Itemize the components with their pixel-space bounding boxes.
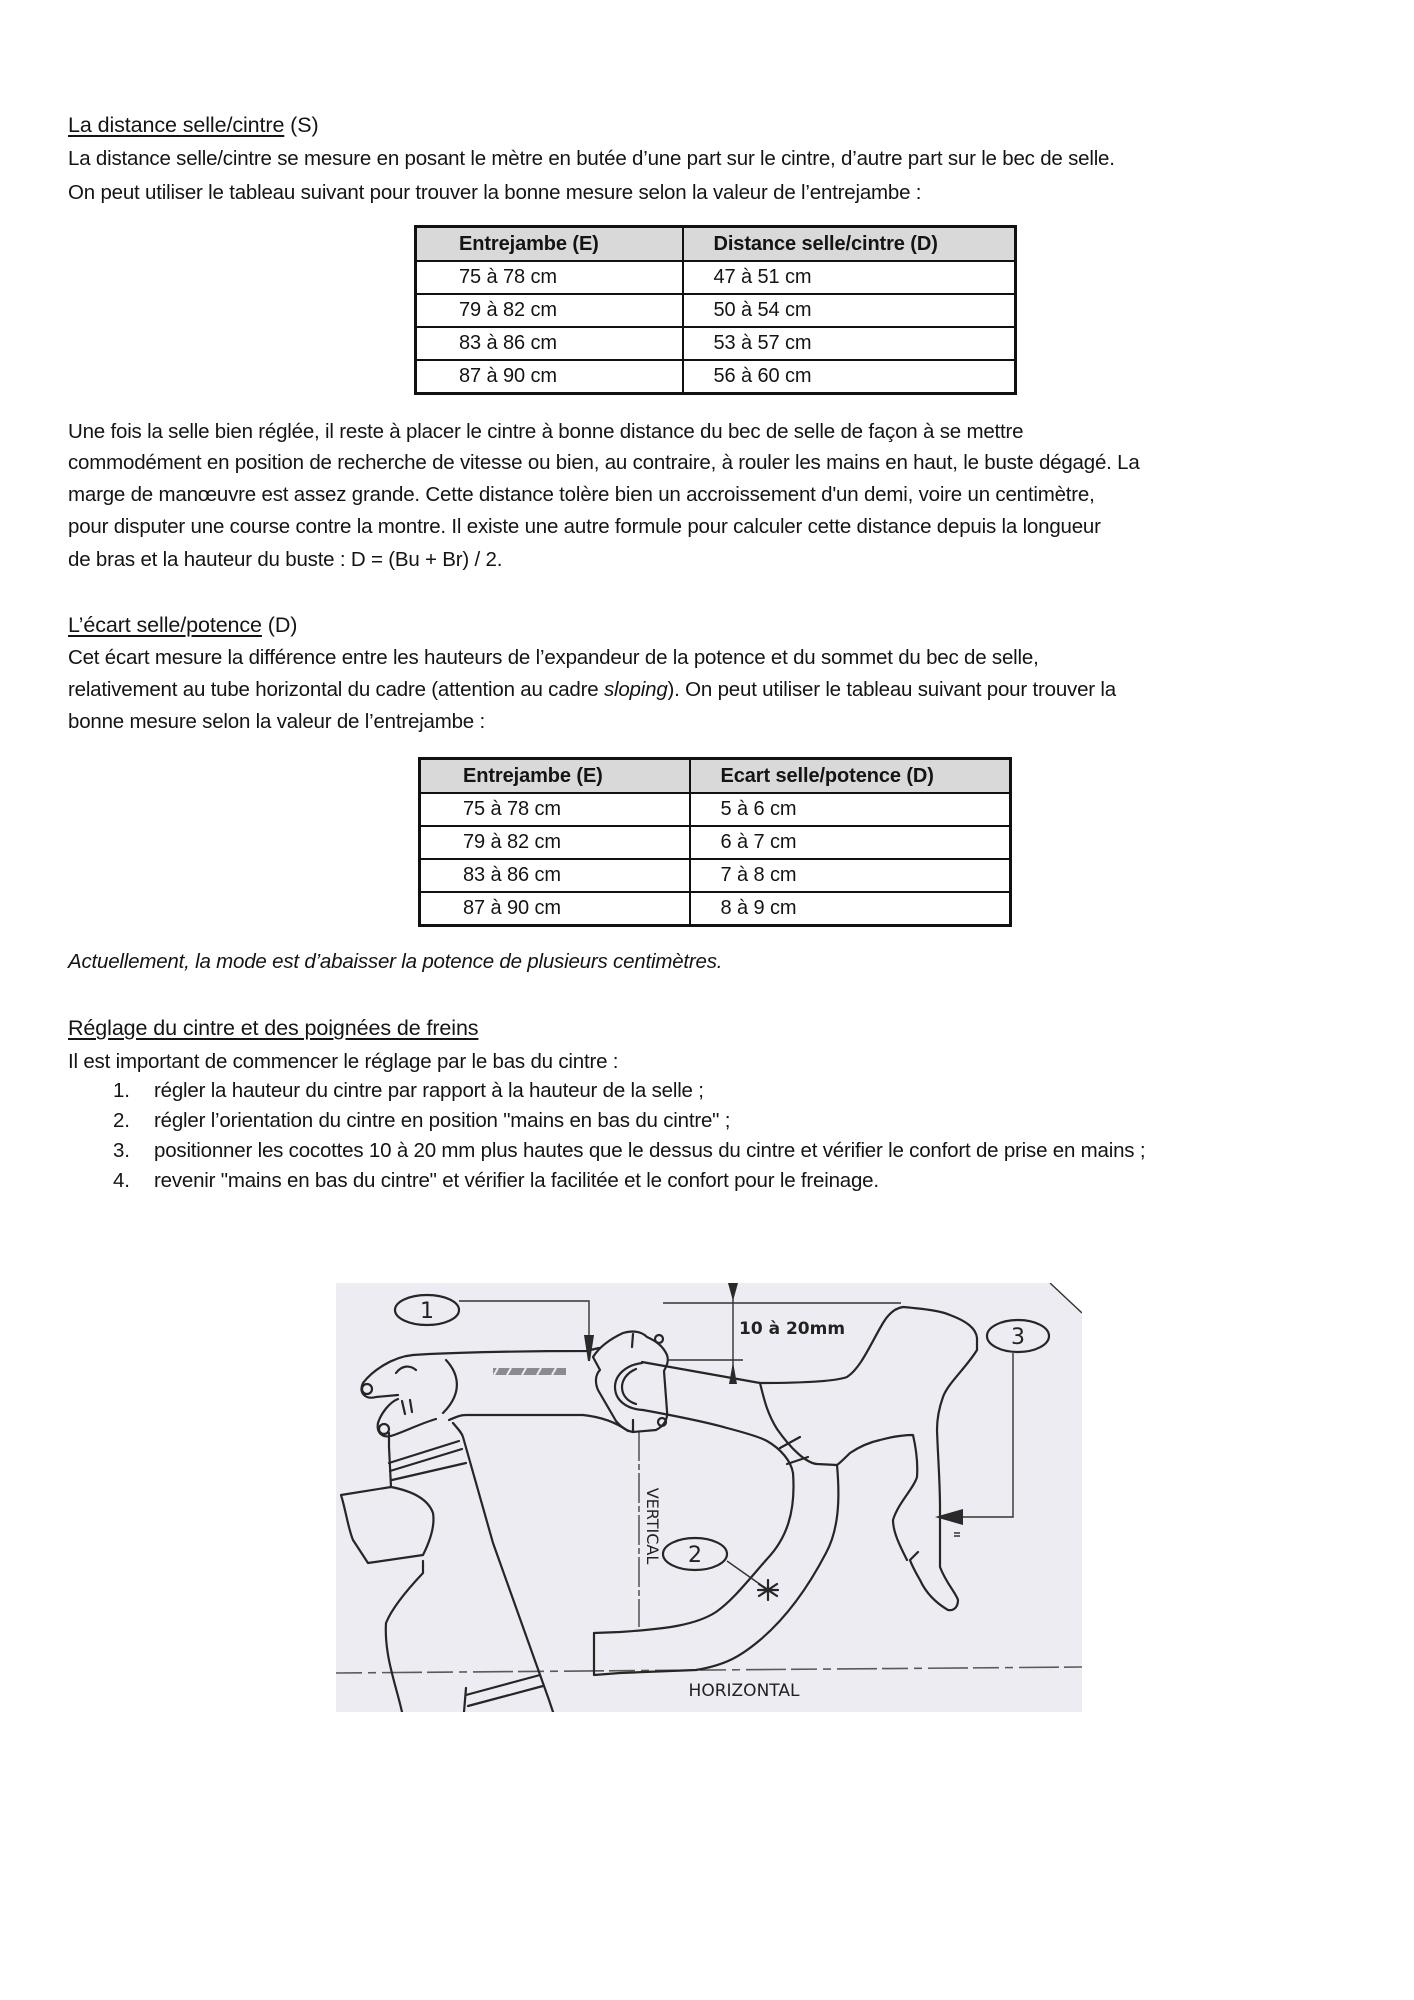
italic-note: Actuellement, la mode est d’abaisser la potence de plusieurs centimètres.	[68, 950, 723, 973]
text-run: ). On peut utiliser le tableau suivant pour trouver la	[667, 678, 1116, 701]
callout-2-label: 2	[688, 1543, 702, 1568]
drawing-canvas	[336, 1283, 1082, 1712]
table-header-row	[416, 227, 1016, 262]
dimension-label: 10 à 20mm	[739, 1319, 846, 1339]
paragraph-line: On peut utiliser le tableau suivant pour trouver la bonne mesure selon la valeur de l’entrejambe :	[68, 181, 922, 204]
handlebar-adjustment-drawing	[336, 1283, 1082, 1712]
table-cell: 79 à 82 cm	[416, 294, 683, 327]
paragraph-line: de bras et la hauteur du buste : D = (Bu + Br) / 2.	[68, 548, 503, 571]
text-run: relativement au tube horizontal du cadre (attention au cadre	[68, 678, 604, 701]
table-cell: 56 à 60 cm	[683, 360, 1016, 394]
paragraph-line: marge de manœuvre est assez grande. Cette distance tolère bien un accroissement d'un demi, voire un centimètre,	[68, 483, 1095, 506]
horizontal-label: HORIZONTAL	[688, 1681, 800, 1701]
list-text: revenir "mains en bas du cintre" et vérifier la facilitée et le confort pour le freinage.	[154, 1169, 879, 1192]
paragraph-line: Cet écart mesure la différence entre les hauteurs de l’expandeur de la potence et du sommet du bec de selle,	[68, 646, 1039, 669]
section-heading-ecart-selle-potence	[68, 609, 297, 641]
heading-underlined-text: L’écart selle/potence	[68, 613, 262, 637]
heading-suffix: (S)	[284, 113, 319, 137]
table-header-cell: Entrejambe (E)	[416, 227, 683, 262]
paragraph-line: pour disputer une course contre la montre. Il existe une autre formule pour calculer cette distance depuis la longueur	[68, 515, 1101, 538]
paragraph-line: La distance selle/cintre se mesure en posant le mètre en butée d’une part sur le cintre, d’autre part sur le bec de selle.	[68, 147, 1115, 170]
table-header-cell: Distance selle/cintre (D)	[683, 227, 1016, 262]
paragraph-line	[68, 674, 1116, 706]
heading-underlined-text: Réglage du cintre et des poignées de freins	[68, 1016, 479, 1040]
table-cell: 83 à 86 cm	[420, 859, 690, 892]
table-cell: 53 à 57 cm	[683, 327, 1016, 360]
table-cell: 5 à 6 cm	[690, 793, 1011, 826]
table-header-row	[420, 759, 1011, 794]
paragraph-line: Une fois la selle bien réglée, il reste à placer le cintre à bonne distance du bec de selle de façon à se mettre	[68, 420, 1024, 443]
list-number: 1.	[113, 1079, 130, 1102]
table-header-cell: Ecart selle/potence (D)	[690, 759, 1011, 794]
paragraph-line: bonne mesure selon la valeur de l’entrejambe :	[68, 710, 485, 733]
heading-suffix: (D)	[261, 613, 298, 637]
table-cell: 50 à 54 cm	[683, 294, 1016, 327]
table-cell: 75 à 78 cm	[420, 793, 690, 826]
table-cell: 8 à 9 cm	[690, 892, 1011, 926]
section-heading-reglage-cintre	[68, 1012, 478, 1044]
table-cell: 47 à 51 cm	[683, 261, 1016, 294]
table-cell: 6 à 7 cm	[690, 826, 1011, 859]
list-text: positionner les cocottes 10 à 20 mm plus hautes que le dessus du cintre et vérifier le confort de prise en mains ;	[154, 1139, 1146, 1162]
callout-1-label: 1	[420, 1299, 434, 1324]
table-ecart-selle-potence	[418, 757, 1012, 927]
table-header-cell: Entrejambe (E)	[420, 759, 690, 794]
stem-logo	[493, 1368, 566, 1375]
table-cell: 83 à 86 cm	[416, 327, 683, 360]
table-row	[416, 360, 1016, 394]
table-row	[420, 892, 1011, 926]
table-cell: 7 à 8 cm	[690, 859, 1011, 892]
section-heading-distance-selle-cintre	[68, 109, 319, 141]
table-cell: 75 à 78 cm	[416, 261, 683, 294]
table-row	[420, 793, 1011, 826]
table-distance-selle-cintre	[414, 225, 1017, 395]
list-number: 2.	[113, 1109, 130, 1132]
table-row	[416, 294, 1016, 327]
paper-background	[336, 1283, 1082, 1712]
table-cell: 87 à 90 cm	[416, 360, 683, 394]
paragraph-line: Il est important de commencer le réglage par le bas du cintre :	[68, 1050, 619, 1073]
heading-underlined-text: La distance selle/cintre	[68, 113, 285, 137]
table-cell: 79 à 82 cm	[420, 826, 690, 859]
table-row	[420, 826, 1011, 859]
paragraph-line: commodément en position de recherche de vitesse ou bien, au contraire, à rouler les mains en haut, le buste dégagé. La	[68, 451, 1140, 474]
list-number: 4.	[113, 1169, 130, 1192]
table-row	[416, 261, 1016, 294]
table-cell: 87 à 90 cm	[420, 892, 690, 926]
list-number: 3.	[113, 1139, 130, 1162]
table-row	[420, 859, 1011, 892]
list-text: régler la hauteur du cintre par rapport à la hauteur de la selle ;	[154, 1079, 704, 1102]
table-row	[416, 327, 1016, 360]
vertical-label: VERTICAL	[643, 1487, 662, 1565]
list-text: régler l’orientation du cintre en position "mains en bas du cintre" ;	[154, 1109, 731, 1132]
italic-term: sloping	[603, 678, 668, 701]
callout-3-label: 3	[1011, 1325, 1025, 1350]
